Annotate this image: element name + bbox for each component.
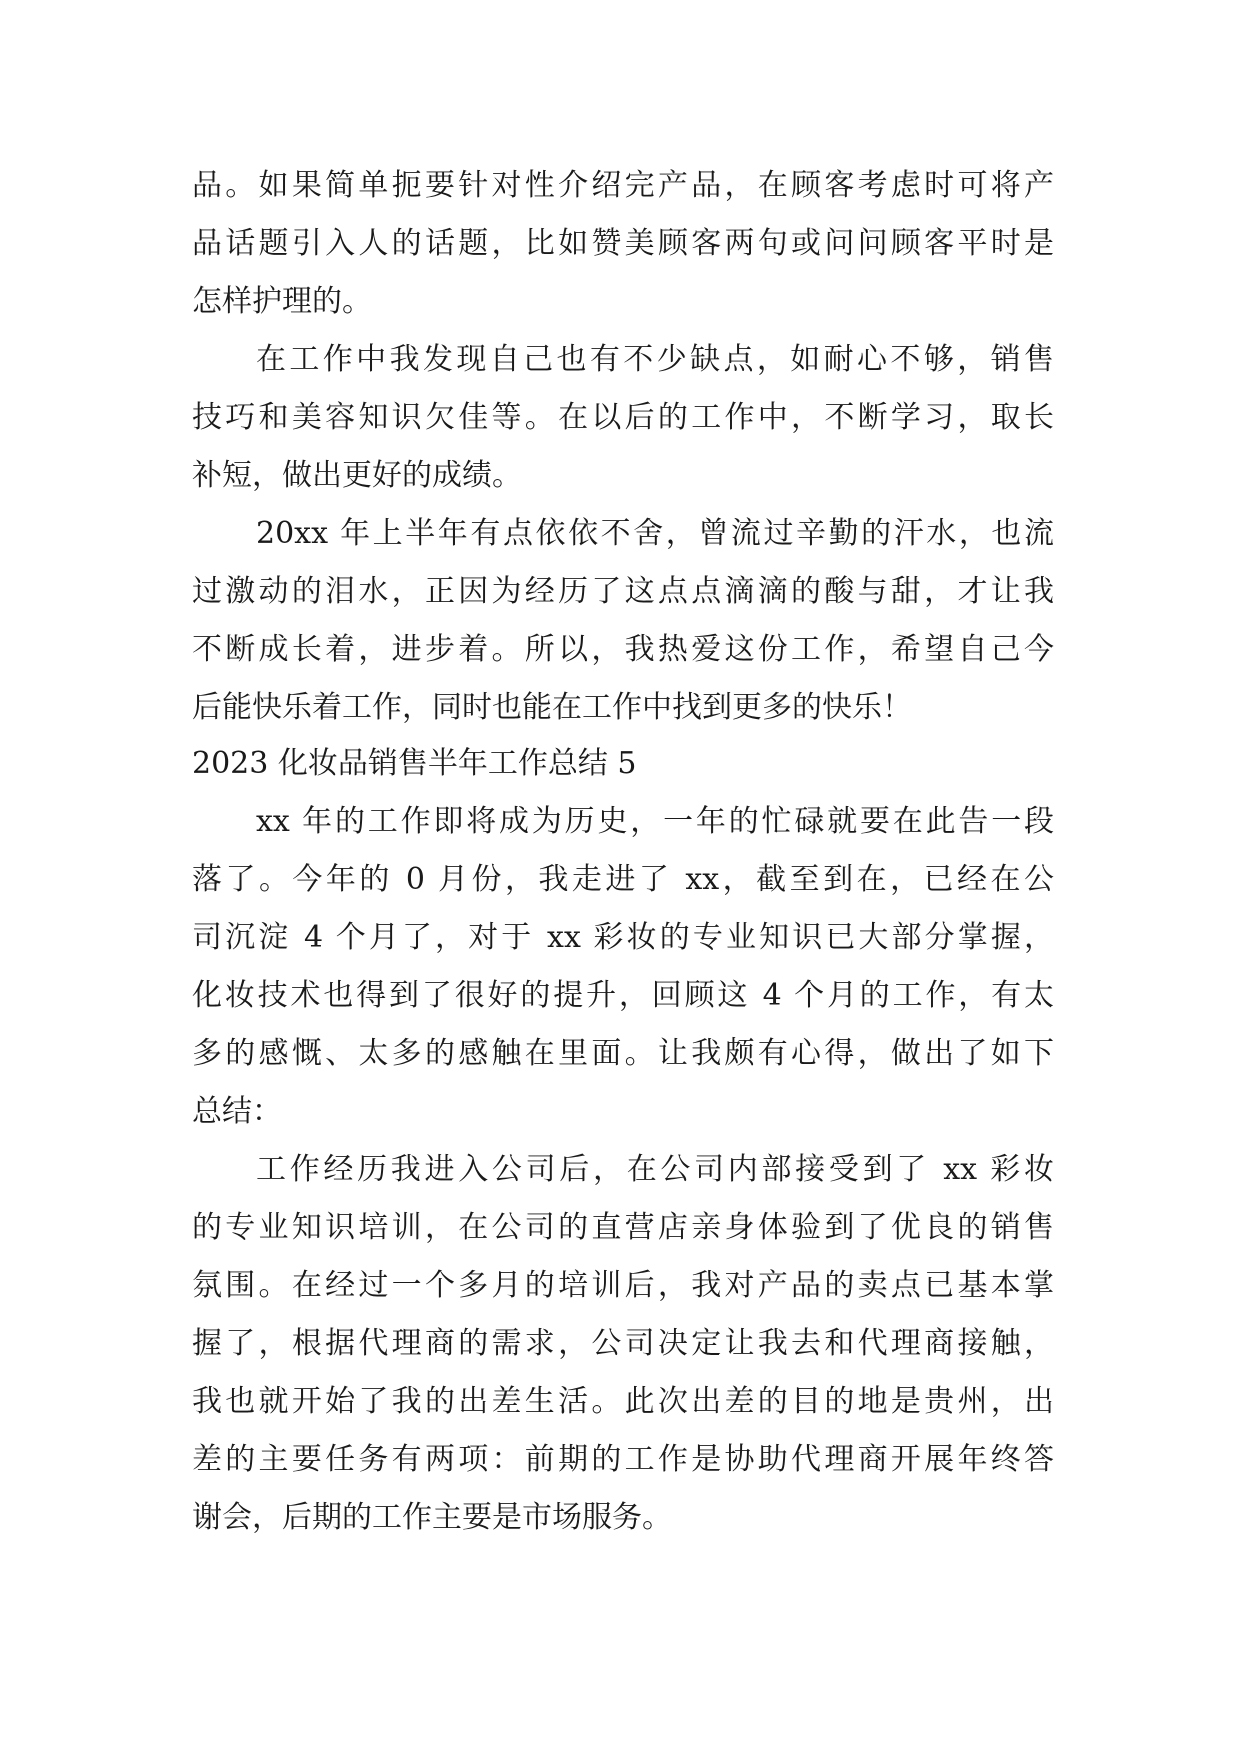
paragraph-line: 补短，做出更好的成绩。 xyxy=(192,458,522,493)
paragraph-line: 品。如果简单扼要针对性介绍完产品，在顾客考虑时可将产 xyxy=(192,168,1054,203)
paragraph-line: 在工作中我发现自己也有不少缺点，如耐心不够，销售 xyxy=(256,342,1054,377)
paragraph-line: 怎样护理的。 xyxy=(192,284,372,319)
paragraph-line: 不断成长着，进步着。所以，我热爱这份工作，希望自己今 xyxy=(192,632,1054,667)
paragraph-line: 氛围。在经过一个多月的培训后，我对产品的卖点已基本掌 xyxy=(192,1268,1054,1303)
paragraph-line: 差的主要任务有两项：前期的工作是协助代理商开展年终答 xyxy=(192,1442,1054,1477)
paragraph-line: 品话题引入人的话题，比如赞美顾客两句或问问顾客平时是 xyxy=(192,226,1054,261)
paragraph-line: 多的感慨、太多的感触在里面。让我颇有心得，做出了如下 xyxy=(192,1036,1054,1071)
paragraph-line: 化妆技术也得到了很好的提升，回顾这 4 个月的工作，有太 xyxy=(192,978,1054,1013)
paragraph-line: 我也就开始了我的出差生活。此次出差的目的地是贵州，出 xyxy=(192,1384,1054,1419)
paragraph-line: xx 年的工作即将成为历史，一年的忙碌就要在此告一段 xyxy=(256,804,1054,839)
paragraph-line: 的专业知识培训，在公司的直营店亲身体验到了优良的销售 xyxy=(192,1210,1054,1245)
paragraph-line: 总结： xyxy=(192,1094,282,1129)
paragraph-line: 司沉淀 4 个月了，对于 xx 彩妆的专业知识已大部分掌握， xyxy=(192,920,1054,955)
paragraph-line: 握了，根据代理商的需求，公司决定让我去和代理商接触， xyxy=(192,1326,1054,1361)
paragraph-line: 工作经历我进入公司后，在公司内部接受到了 xx 彩妆 xyxy=(256,1152,1054,1187)
paragraph-line: 谢会，后期的工作主要是市场服务。 xyxy=(192,1500,672,1535)
paragraph-line: 后能快乐着工作，同时也能在工作中找到更多的快乐！ xyxy=(192,690,912,725)
paragraph-line: 过激动的泪水，正因为经历了这点点滴滴的酸与甜，才让我 xyxy=(192,574,1054,609)
paragraph-line: 落了。今年的 0 月份，我走进了 xx，截至到在，已经在公 xyxy=(192,862,1054,897)
paragraph-line: 20xx 年上半年有点依依不舍，曾流过辛勤的汗水，也流 xyxy=(256,516,1054,551)
paragraph-line: 技巧和美容知识欠佳等。在以后的工作中，不断学习，取长 xyxy=(192,400,1054,435)
section-heading: 2023 化妆品销售半年工作总结 5 xyxy=(192,746,637,781)
